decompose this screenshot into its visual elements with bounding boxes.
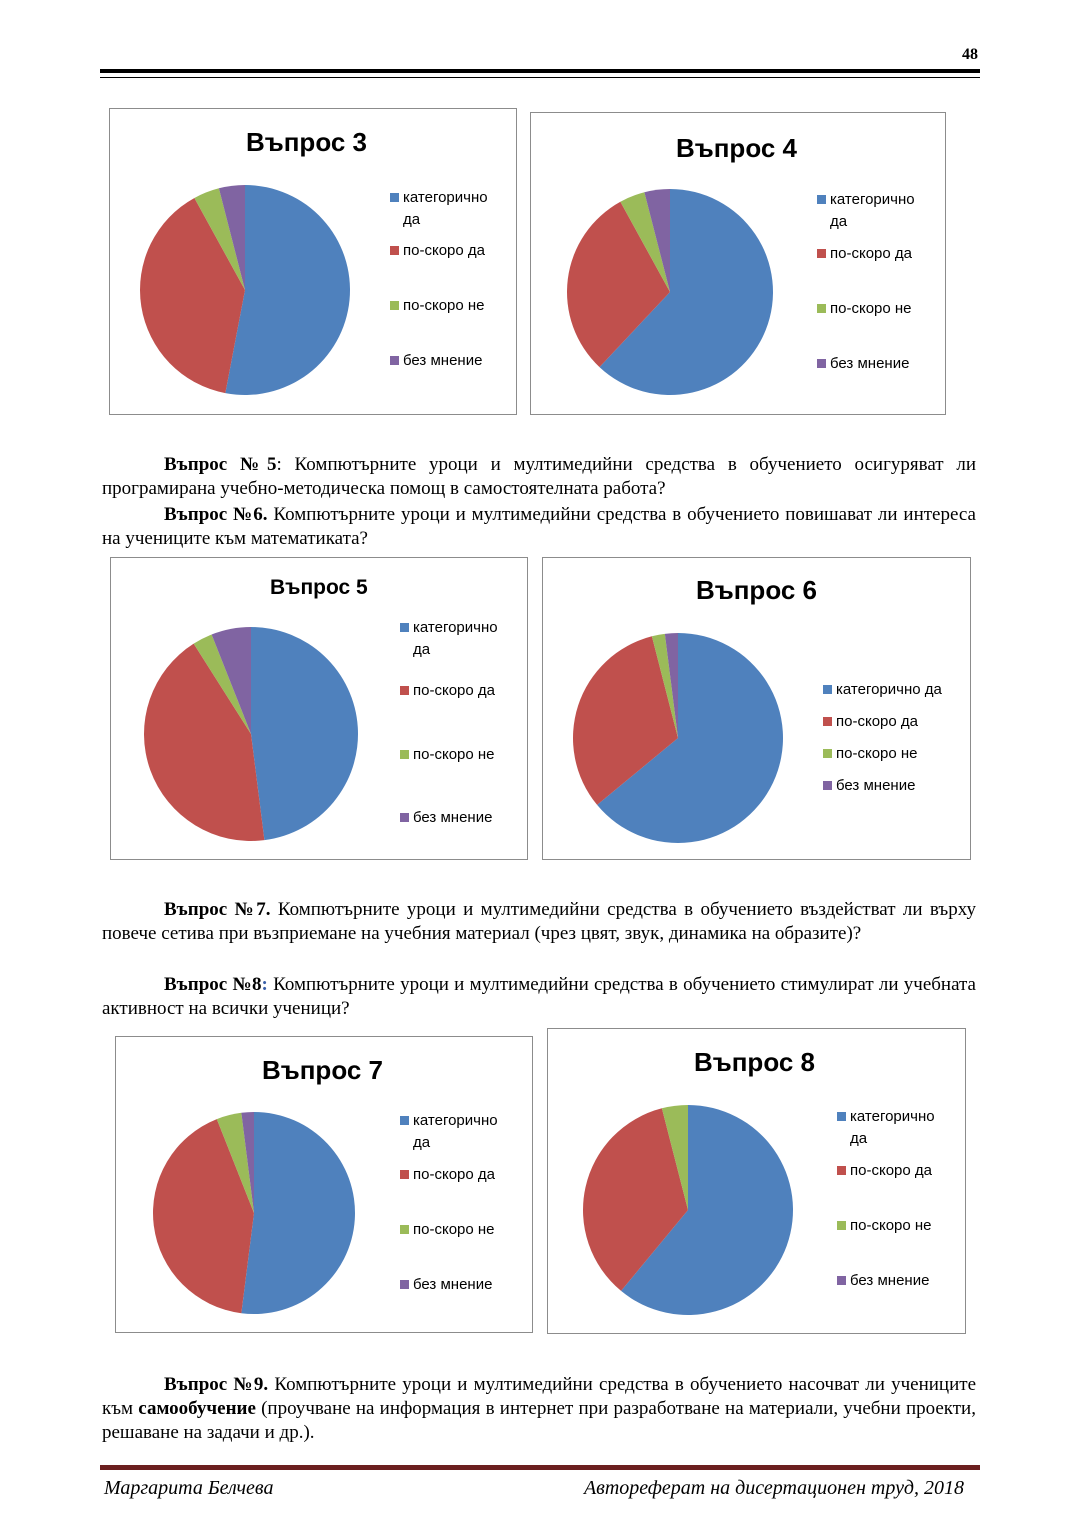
- chart-title: Въпрос 8: [694, 1047, 815, 1077]
- question-7-text: Компютърните уроци и мултимедийни средства в обучението въздействат ли върху повече сетива при възприемане на учебния материал (чрез цвят, звук, динамика на образите)?: [102, 899, 976, 944]
- chart-question-8: [547, 1028, 966, 1334]
- footer-author: Маргарита Белчева: [104, 1477, 274, 1499]
- legend-swatch: [837, 1166, 846, 1175]
- legend-label: по-скоро да: [403, 242, 485, 259]
- question-6-label: Въпрос №6.: [164, 504, 268, 525]
- chart-title: Въпрос 3: [246, 127, 367, 157]
- question-8-paragraph: [102, 973, 976, 1021]
- legend-label: категорично да: [836, 681, 942, 698]
- question-6-paragraph: [102, 503, 976, 551]
- legend-swatch: [817, 304, 826, 313]
- legend-swatch: [400, 813, 409, 822]
- question-9-label: Въпрос №9.: [164, 1374, 269, 1395]
- chart-question-7: [115, 1036, 533, 1333]
- legend-swatch: [400, 623, 409, 632]
- legend-label: без мнение: [836, 777, 916, 794]
- legend-swatch: [390, 193, 399, 202]
- legend-label: по-скоро не: [830, 300, 912, 317]
- header-rule-thick: [100, 69, 980, 73]
- legend-swatch: [817, 359, 826, 368]
- legend-swatch: [390, 246, 399, 255]
- legend-swatch: [400, 1280, 409, 1289]
- question-8-text: Компютърните уроци и мултимедийни средства в обучението стимулират ли учебната активност на всички ученици?: [102, 974, 976, 1019]
- question-9-bold-word: самообучение: [138, 1398, 256, 1419]
- legend-label: по-скоро не: [413, 1221, 495, 1238]
- legend-label: по-скоро не: [850, 1217, 932, 1234]
- chart-title: Въпрос 4: [676, 133, 797, 163]
- legend-swatch: [400, 1170, 409, 1179]
- legend-label: без мнение: [850, 1272, 930, 1289]
- legend-swatch: [400, 686, 409, 695]
- legend-label: без мнение: [830, 355, 910, 372]
- question-5-text: : Компютърните уроци и мултимедийни средства в обучението осигуряват ли програмирана учебно-методическа помощ в самостоятелната работа?: [102, 454, 976, 499]
- legend-label: по-скоро да: [413, 682, 495, 699]
- chart-question-4: [530, 112, 946, 415]
- legend-label: по-скоро да: [850, 1162, 932, 1179]
- legend-swatch: [837, 1221, 846, 1230]
- legend-swatch: [837, 1276, 846, 1285]
- legend-label: категорично да: [403, 189, 488, 228]
- chart-title: Въпрос 5: [270, 576, 368, 599]
- legend-label: без мнение: [413, 809, 493, 826]
- question-9-paragraph: [102, 1373, 976, 1445]
- legend-label: по-скоро да: [830, 245, 912, 262]
- legend-label: без мнение: [413, 1276, 493, 1293]
- legend-swatch: [390, 356, 399, 365]
- question-7-paragraph: [102, 898, 976, 946]
- question-9-text-before: Компютърните уроци и мултимедийни средства в обучението насочват ли учениците към: [102, 1374, 976, 1419]
- footer-work-title: Автореферат на дисертационен труд, 2018: [583, 1477, 964, 1499]
- legend-label: категорично да: [413, 619, 498, 658]
- chart-title: Въпрос 7: [262, 1055, 383, 1085]
- legend-swatch: [400, 1116, 409, 1125]
- question-5-paragraph: [102, 453, 976, 501]
- question-5-label: Въпрос №5: [164, 454, 277, 475]
- legend-label: по-скоро да: [836, 713, 918, 730]
- legend-swatch: [817, 249, 826, 258]
- legend-swatch: [400, 750, 409, 759]
- chart-question-5: [110, 557, 528, 860]
- question-6-text: Компютърните уроци и мултимедийни средства в обучението повишават ли интереса на учениците към математиката?: [102, 504, 976, 549]
- legend-swatch: [400, 1225, 409, 1234]
- legend-label: по-скоро не: [413, 746, 495, 763]
- page-number: 48: [962, 46, 978, 63]
- chart-question-6: [542, 557, 971, 860]
- legend-swatch: [823, 717, 832, 726]
- header-rule-thin: [100, 77, 980, 78]
- legend-swatch: [390, 301, 399, 310]
- question-7-label: Въпрос №7.: [164, 899, 271, 920]
- legend-label: по-скоро да: [413, 1166, 495, 1183]
- legend-label: по-скоро не: [836, 745, 918, 762]
- legend-swatch: [823, 685, 832, 694]
- chart-question-3: [109, 108, 517, 415]
- legend-swatch: [837, 1112, 846, 1121]
- legend-label: без мнение: [403, 352, 483, 369]
- legend-label: категорично да: [830, 191, 915, 230]
- question-8-colon: :: [261, 974, 268, 995]
- pie-slice-категорично-да: [251, 627, 358, 840]
- footer-rule: [100, 1465, 980, 1470]
- question-8-label: Въпрос №8: [164, 974, 262, 995]
- question-9-text-after: (проучване на информация в интернет при разработване на материали, учебни проекти, решаване на задачи и др.).: [102, 1398, 976, 1443]
- legend-label: категорично да: [850, 1108, 935, 1147]
- legend-swatch: [823, 781, 832, 790]
- pie-slice-категорично-да: [241, 1112, 355, 1314]
- legend-label: категорично да: [413, 1112, 498, 1151]
- legend-label: по-скоро не: [403, 297, 485, 314]
- legend-swatch: [817, 195, 826, 204]
- chart-title: Въпрос 6: [696, 575, 817, 605]
- legend-swatch: [823, 749, 832, 758]
